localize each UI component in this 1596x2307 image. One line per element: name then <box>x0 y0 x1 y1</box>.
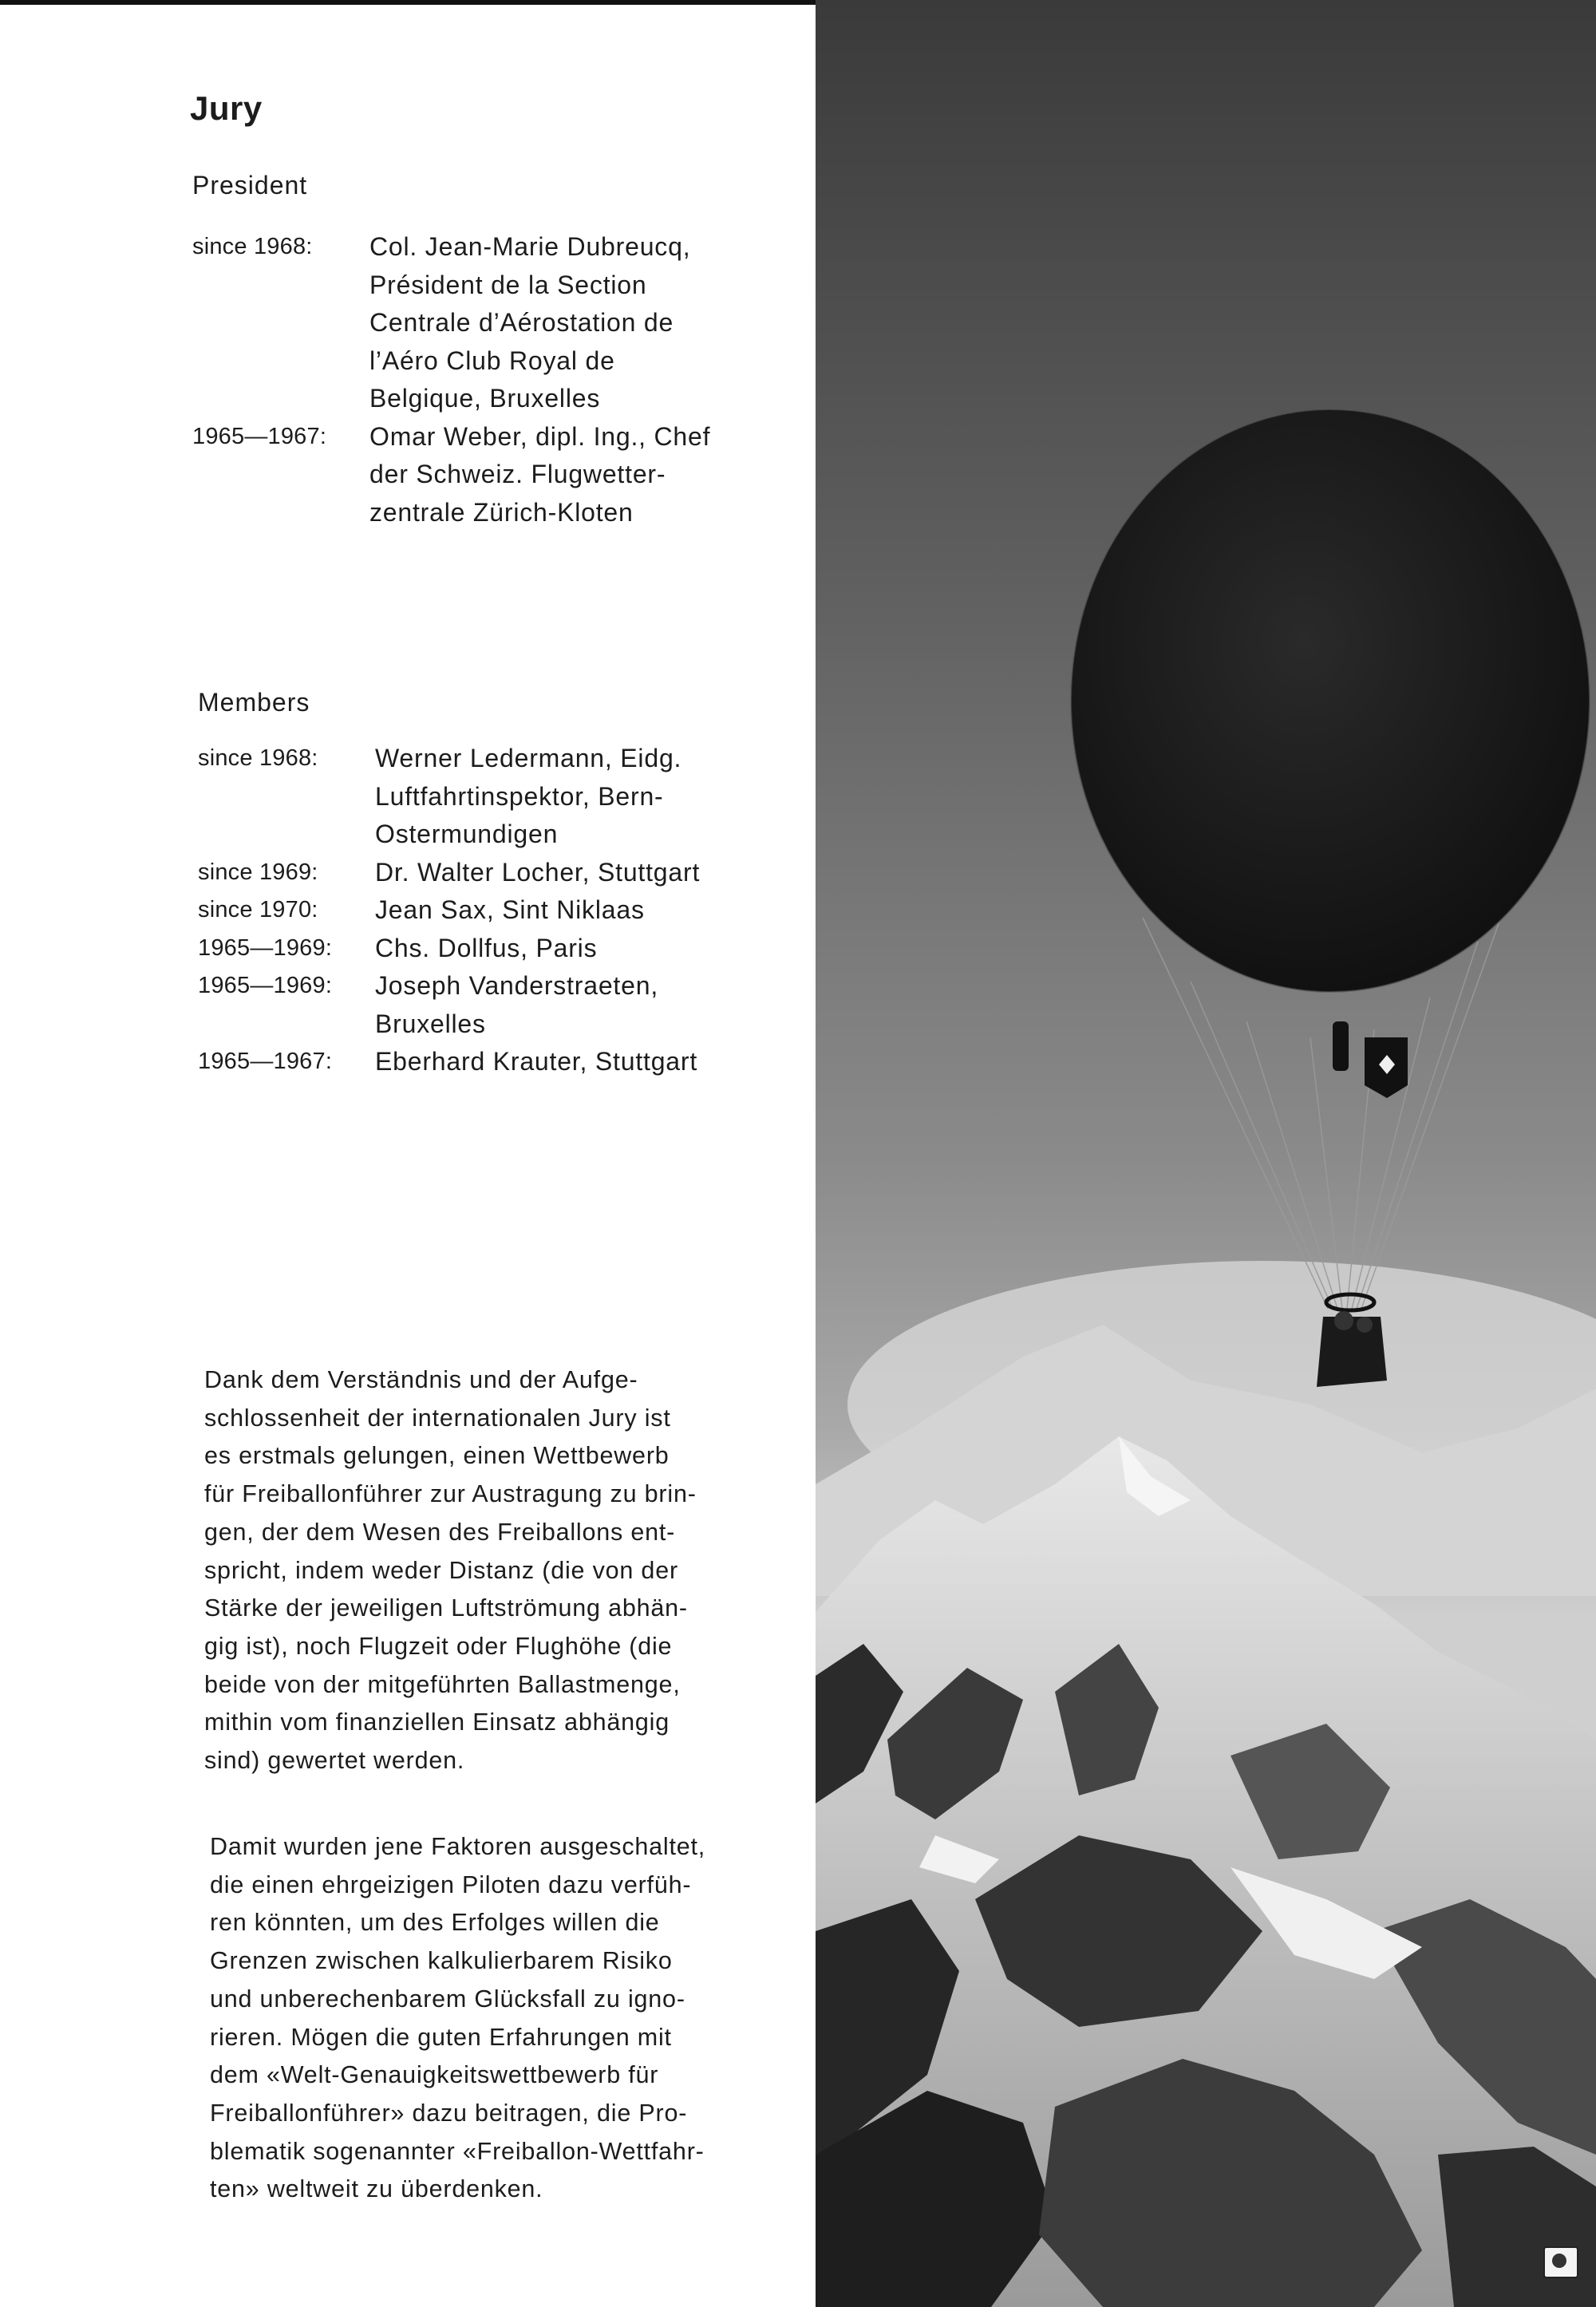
entry-period: 1965—1967: <box>192 423 327 449</box>
members-list <box>198 740 790 1081</box>
page-title: Jury <box>190 89 263 127</box>
entry-period: 1965—1969: <box>198 934 333 961</box>
entry-text: Eberhard Krauter, Stuttgart <box>375 1047 698 1076</box>
entry-text: Omar Weber, dipl. Ing., Chef der Schweiz. Flugwetter- zentrale Zürich-Kloten <box>369 421 711 527</box>
entry-text: Jean Sax, Sint Niklaas <box>375 895 645 924</box>
president-entry <box>192 418 784 532</box>
member-entry <box>198 854 790 892</box>
member-entry <box>198 930 790 968</box>
entry-text: Werner Ledermann, Eidg. Luftfahrtinspektor, Bern- Ostermundigen <box>375 744 682 848</box>
member-entry <box>198 967 790 1043</box>
members-label: Members <box>198 688 310 717</box>
entry-period: 1965—1967: <box>198 1049 333 1074</box>
entry-period: since 1969: <box>198 859 318 885</box>
member-entry <box>198 891 790 930</box>
member-entry <box>198 740 790 854</box>
entry-period: 1965—1969: <box>198 973 333 998</box>
entry-period: since 1970: <box>198 897 318 922</box>
publisher-logo-icon <box>1543 2246 1578 2278</box>
entry-text: Chs. Dollfus, Paris <box>375 933 598 962</box>
entry-period: since 1968: <box>198 745 318 771</box>
entry-text: Dr. Walter Locher, Stuttgart <box>375 857 701 887</box>
body-paragraph-2: Damit wurden jene Faktoren ausgeschaltet, die einen ehrgeizigen Piloten dazu verfüh- ren könnten, um des Erfolges willen die Grenzen zwischen kalkulierbarem Risiko und unberechenbarem Glücksfall zu igno- rieren. Mögen die guten Erfahrungen mit dem «Welt-Genauigkeitswettbewerb für Freiballonführer» dazu beitragen, die Pro- blematik sogenannter «Freiballon-Wettfahr- ten» weltweit zu überdenken. <box>210 1833 706 2203</box>
entry-text: Joseph Vanderstraeten, Bruxelles <box>375 971 659 1038</box>
entry-period: since 1968: <box>192 234 313 259</box>
entry-text: Col. Jean-Marie Dubreucq, Président de la Section Centrale d’Aérostation de l’Aéro Club Royal de Belgique, Bruxelles <box>369 232 691 413</box>
body-paragraph-1: Dank dem Verständnis und der Aufge- schlossenheit der internationalen Jury ist es erstmals gelungen, einen Wettbewerb für Freiballonführer zur Austragung zu brin- gen, der dem Wesen des Freiballons ent- spricht, indem weder Distanz (die von der Stärke der jeweiligen Luftströmung abhän- gig ist), noch Flugzeit oder Flughöhe (die beide von der mitgeführten Ballastmenge, mithin vom finanziellen Einsatz abhängig sind) gewertet werden. <box>204 1366 697 1775</box>
balloon-photo <box>816 0 1596 2307</box>
president-label: President <box>192 171 308 199</box>
president-list <box>192 228 784 531</box>
member-entry <box>198 1043 790 1081</box>
president-entry <box>192 228 784 418</box>
